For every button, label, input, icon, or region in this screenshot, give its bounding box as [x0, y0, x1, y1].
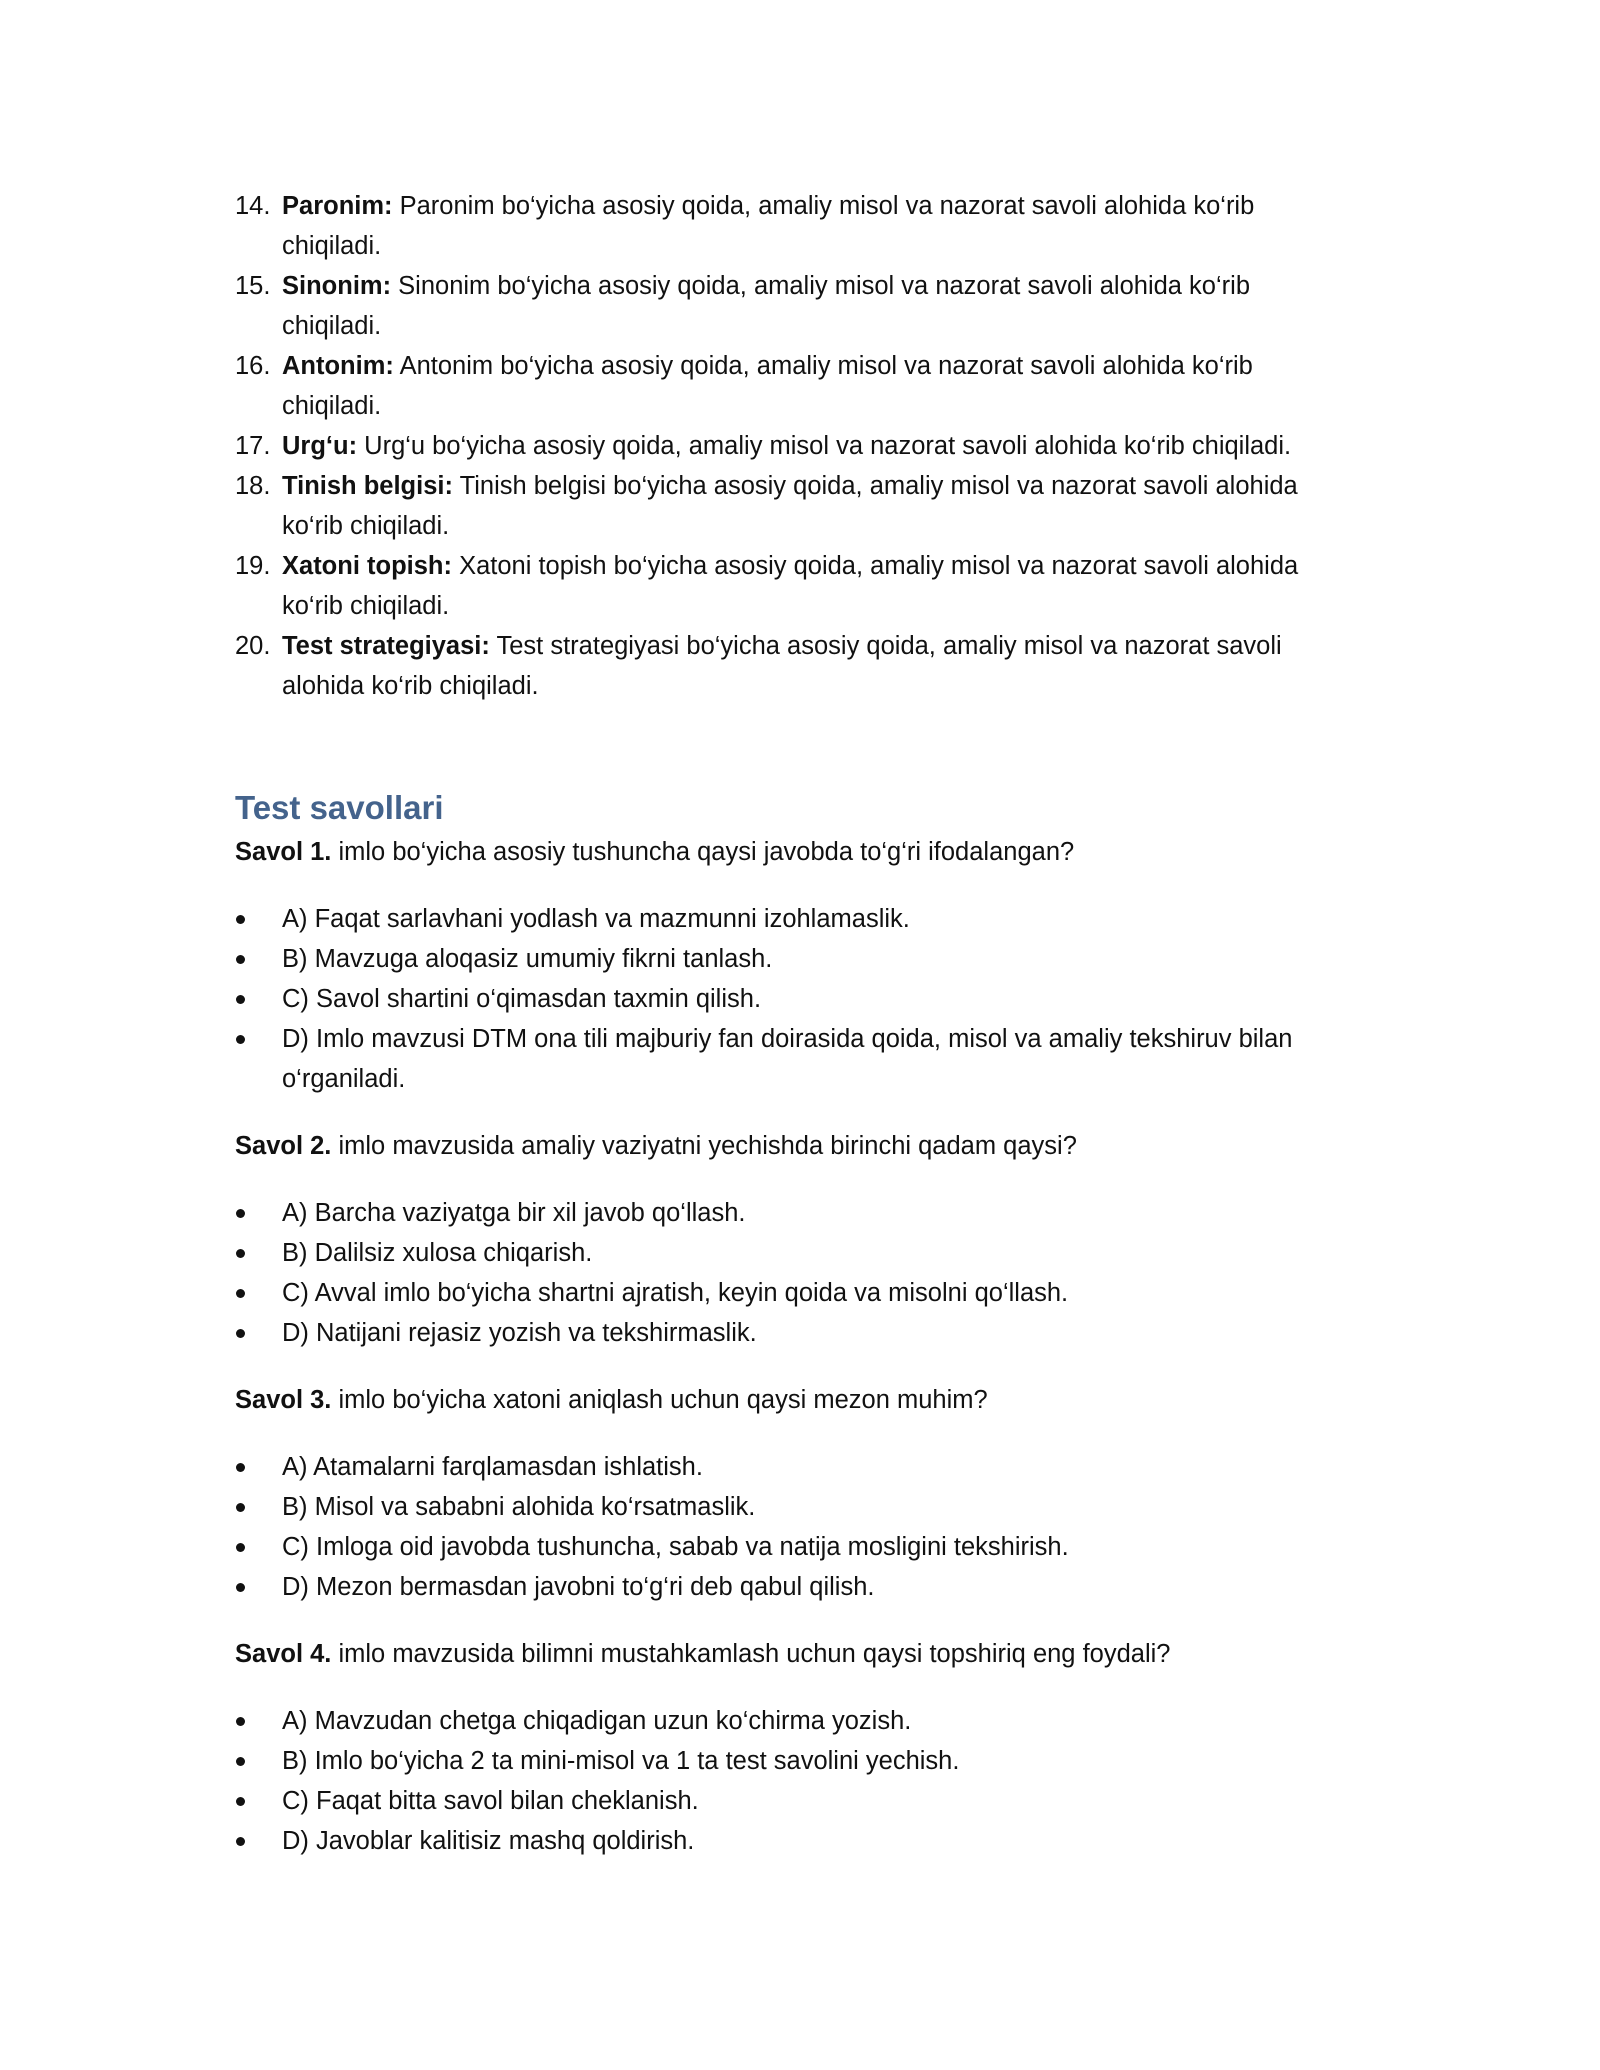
answer-text: A) Barcha vaziyatga bir xil javob qo‘llash. [282, 1199, 746, 1227]
list-item [235, 186, 1345, 266]
item-text: Paronim bo‘yicha asosiy qoida, amaliy misol va nazorat savoli alohida ko‘rib chiqiladi. [282, 192, 1255, 260]
answer-text: B) Dalilsiz xulosa chiqarish. [282, 1239, 593, 1267]
answer-option [235, 1019, 1345, 1099]
answer-text: A) Faqat sarlavhani yodlash va mazmunni izohlamaslik. [282, 905, 910, 933]
item-term: Urg‘u: [282, 432, 358, 460]
item-text: Test strategiyasi bo‘yicha asosiy qoida, amaliy misol va nazorat savoli alohida ko‘rib chiqiladi. [282, 632, 1282, 700]
item-term: Test strategiyasi: [282, 632, 490, 660]
answer-option [235, 979, 1345, 1019]
question-label: Savol 4. [235, 1640, 332, 1668]
question-block [235, 832, 1345, 1099]
answer-list [235, 1193, 1345, 1353]
question-body: imlo mavzusida bilimni mustahkamlash uchun qaysi topshiriq eng foydali? [331, 1640, 1171, 1668]
item-term: Xatoni topish: [282, 552, 452, 580]
answer-option [235, 899, 1345, 939]
answer-text: C) Faqat bitta savol bilan cheklanish. [282, 1787, 699, 1815]
item-text: Sinonim bo‘yicha asosiy qoida, amaliy misol va nazorat savoli alohida ko‘rib chiqiladi. [282, 272, 1250, 340]
item-number: 18. [235, 472, 271, 500]
answer-option [235, 1233, 1345, 1273]
item-number: 16. [235, 352, 271, 380]
answer-text: A) Mavzudan chetga chiqadigan uzun ko‘chirma yozish. [282, 1707, 912, 1735]
question-text [235, 832, 1345, 872]
answer-text: C) Savol shartini o‘qimasdan taxmin qilish. [282, 985, 762, 1013]
list-item [235, 466, 1345, 546]
question-text [235, 1126, 1345, 1166]
item-term: Sinonim: [282, 272, 392, 300]
answer-text: D) Javoblar kalitisiz mashq qoldirish. [282, 1827, 695, 1855]
answer-text: B) Mavzuga aloqasiz umumiy fikrni tanlash. [282, 945, 773, 973]
question-text [235, 1634, 1345, 1674]
question-body: imlo bo‘yicha xatoni aniqlash uchun qaysi mezon muhim? [331, 1386, 988, 1414]
item-term: Paronim: [282, 192, 393, 220]
item-number: 20. [235, 632, 271, 660]
question-block [235, 1126, 1345, 1353]
question-body: imlo mavzusida amaliy vaziyatni yechishda birinchi qadam qaysi? [331, 1132, 1077, 1160]
answer-list [235, 899, 1345, 1099]
answer-option [235, 1567, 1345, 1607]
answer-list [235, 1701, 1345, 1861]
topic-list [235, 186, 1345, 706]
answer-option [235, 1313, 1345, 1353]
answer-option [235, 1741, 1345, 1781]
answer-option [235, 1527, 1345, 1567]
answer-option [235, 1701, 1345, 1741]
item-number: 19. [235, 552, 271, 580]
list-item [235, 266, 1345, 346]
section-heading: Test savollari [235, 789, 444, 826]
answer-option [235, 1273, 1345, 1313]
list-item [235, 426, 1345, 466]
item-term: Antonim: [282, 352, 394, 380]
question-label: Savol 2. [235, 1132, 332, 1160]
item-text: Xatoni topish bo‘yicha asosiy qoida, amaliy misol va nazorat savoli alohida ko‘rib chiqiladi. [282, 552, 1299, 620]
item-term: Tinish belgisi: [282, 472, 453, 500]
answer-text: C) Avval imlo bo‘yicha shartni ajratish, keyin qoida va misolni qo‘llash. [282, 1279, 1069, 1307]
question-label: Savol 1. [235, 838, 332, 866]
answer-text: B) Imlo bo‘yicha 2 ta mini-misol va 1 ta test savolini yechish. [282, 1747, 960, 1775]
question-label: Savol 3. [235, 1386, 332, 1414]
document-page [235, 186, 1345, 1861]
answer-option [235, 1193, 1345, 1233]
item-number: 17. [235, 432, 271, 460]
question-text [235, 1380, 1345, 1420]
list-item [235, 626, 1345, 706]
answer-option [235, 1821, 1345, 1861]
question-block [235, 1634, 1345, 1861]
answer-option [235, 1447, 1345, 1487]
list-item [235, 346, 1345, 426]
answer-text: B) Misol va sababni alohida ko‘rsatmaslik. [282, 1493, 756, 1521]
answer-text: D) Mezon bermasdan javobni to‘g‘ri deb qabul qilish. [282, 1573, 875, 1601]
question-block [235, 1380, 1345, 1607]
question-body: imlo bo‘yicha asosiy tushuncha qaysi javobda to‘g‘ri ifodalangan? [331, 838, 1075, 866]
answer-option [235, 1781, 1345, 1821]
answer-text: D) Natijani rejasiz yozish va tekshirmaslik. [282, 1319, 757, 1347]
answer-text: A) Atamalarni farqlamasdan ishlatish. [282, 1453, 703, 1481]
item-text: Antonim bo‘yicha asosiy qoida, amaliy misol va nazorat savoli alohida ko‘rib chiqiladi. [282, 352, 1253, 420]
answer-list [235, 1447, 1345, 1607]
item-text: Urg‘u bo‘yicha asosiy qoida, amaliy misol va nazorat savoli alohida ko‘rib chiqiladi. [357, 432, 1292, 460]
item-number: 15. [235, 272, 271, 300]
answer-text: C) Imloga oid javobda tushuncha, sabab va natija mosligini tekshirish. [282, 1533, 1069, 1561]
answer-option [235, 1487, 1345, 1527]
item-number: 14. [235, 192, 271, 220]
item-text: Tinish belgisi bo‘yicha asosiy qoida, amaliy misol va nazorat savoli alohida ko‘rib chiqiladi. [282, 472, 1298, 540]
answer-text: D) Imlo mavzusi DTM ona tili majburiy fan doirasida qoida, misol va amaliy tekshiruv bilan o‘rganiladi. [282, 1025, 1293, 1093]
answer-option [235, 939, 1345, 979]
list-item [235, 546, 1345, 626]
